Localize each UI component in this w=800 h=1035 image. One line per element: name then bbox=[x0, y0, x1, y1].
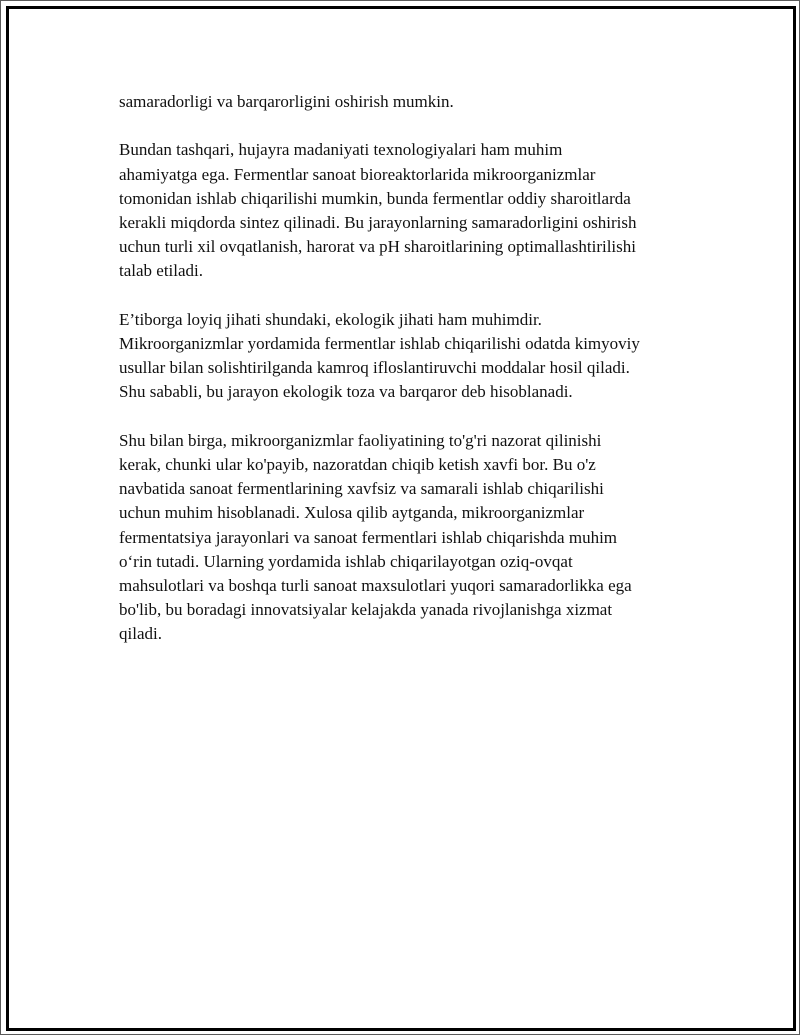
paragraph-ecology: E’tiborga loyiq jihati shundaki, ekologik jihati ham muhimdir. Mikroorganizmlar yordamida fermentlar ishlab chiqarilishi odatda kimyoviy usullar bilan solishtirilganda kamroq ifloslantiruvchi moddalar hosil qiladi. Shu sababli, bu jarayon ekologik toza va barqaror deb hisoblanadi. bbox=[119, 309, 640, 402]
paragraph-continuation: samaradorligi va barqarorligini oshirish mumkin. bbox=[119, 92, 454, 111]
paragraph-conclusion: Shu bilan birga, mikroorganizmlar faoliyatining to'g'ri nazorat qilinishi kerak, chunki ular ko'payib, nazoratdan chiqib ketish xavfi bor. Bu o'z navbatida sanoat fermentlarining xavfsiz va samarali ishlab chiqarilishi uchun muhim hisoblanadi. Xulosa qilib aytganda, mikroorganizmlar fermentatsiya jarayonlari va sanoat fermentlari ishlab chiqarishda muhim o‘rin tutadi. Ularning yordamida ishlab chiqarilayotgan oziq-ovqat mahsulotlari va boshqa turli sanoat maxsulotlari yuqori samaradorlikka ega bo'lib, bu boradagi innovatsiyalar kelajakda yanada rivojlanishga xizmat qiladi. bbox=[119, 430, 632, 644]
paragraph-cell-culture: Bundan tashqari, hujayra madaniyati texnologiyalari ham muhim ahamiyatga ega. Fermentlar sanoat bioreaktorlarida mikroorganizmlar tomonidan ishlab chiqarilishi mumkin, bunda fermentlar oddiy sharoitlarda kerakli miqdorda sintez qilinadi. Bu jarayonlarning samaradorligini oshirish uchun turli xil ovqatlanish, harorat va pH sharoitlarining optimallashtirilishi talab etiladi. bbox=[119, 140, 637, 281]
document-body bbox=[119, 90, 699, 671]
